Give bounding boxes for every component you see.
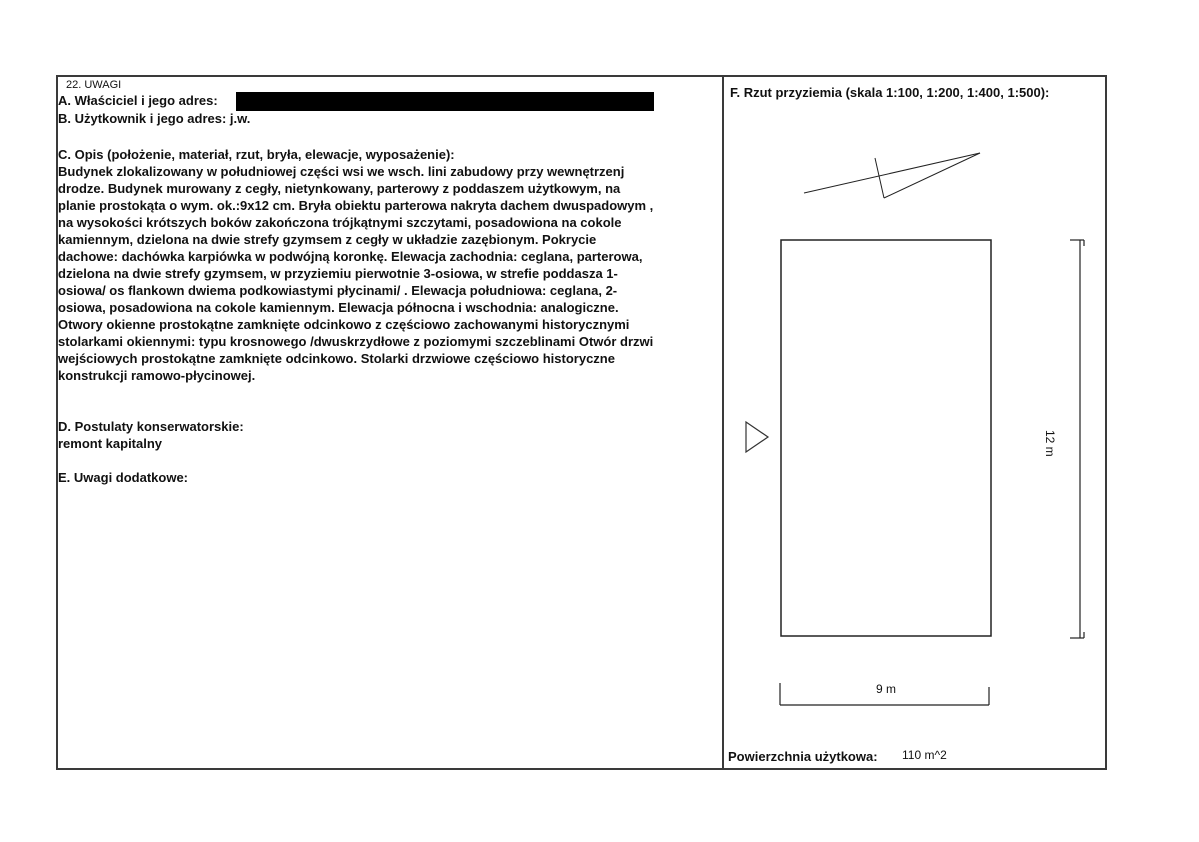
description-line: Budynek zlokalizowany w południowej części wsi we wsch. lini zabudowy przy wewnętrzenj — [58, 164, 625, 179]
description-line: konstrukcji ramowo-płycinowej. — [58, 368, 256, 383]
owner-label: A. Właściciel i jego adres: — [58, 93, 218, 108]
description-line: planie prostokąta o wym. ok.:9x12 cm. Bryła obiektu parterowa nakryta dachem dwuspadowym , — [58, 198, 654, 213]
description-heading: C. Opis (położenie, materiał, rzut, bryła, elewacje, wyposażenie): — [58, 147, 455, 162]
postulates-heading: D. Postulaty konserwatorskie: — [58, 419, 244, 434]
description-line: Otwory okienne prostokątne zamknięte odcinkowo z częściowo zachowanymi historycznymi — [58, 317, 630, 332]
description-line: osiowa, posadowiona na cokole kamiennym. Elewacja północna i wschodnia: analogiczne. — [58, 300, 619, 315]
length-dimension-line — [1070, 240, 1084, 638]
additional-remarks-heading: E. Uwagi dodatkowe: — [58, 470, 189, 485]
usable-area-label: Powierzchnia użytkowa: — [728, 749, 878, 764]
description-line: kamiennym, dzielona na dwie strefy gzymsem z cegły w układzie zazębionym. Pokrycie — [58, 232, 597, 247]
entrance-marker-icon — [746, 422, 768, 452]
north-arrow-icon — [804, 153, 980, 198]
description-line: dachowe: dachówka karpiówka w podwójną koronkę. Elewacja zachodnia: ceglana, parterowa, — [58, 249, 643, 264]
usable-area-value: 110 m^2 — [902, 748, 947, 762]
description-line: dzielona na dwie strefy gzymsem, w przyziemiu pierwotnie 3-osiowa, w strefie poddasza 1- — [58, 266, 618, 281]
user-label: B. Użytkownik i jego adres: j.w. — [58, 111, 251, 126]
building-outline — [781, 240, 991, 636]
redacted-owner-address — [236, 92, 654, 111]
description-line: osiowa/ os flankown dwiema podkowiastymi płycinami/ . Elewacja południowa: ceglana, 2- — [58, 283, 618, 298]
postulates-value: remont kapitalny — [58, 436, 163, 451]
plan-title: F. Rzut przyziemia (skala 1:100, 1:200, 1:400, 1:500): — [730, 85, 1050, 100]
description-line: wejściowych prostokątne zamknięte odcinkowo. Stolarki drzwiowe częściowo historyczne — [58, 351, 615, 366]
ground-floor-plan — [724, 100, 1104, 720]
width-label: 9 m — [876, 682, 897, 696]
description-line: na wysokości krótszych boków zakończona trójkątnymi szczytami, posadowiona na cokole — [58, 215, 622, 230]
section-header: 22. UWAGI — [66, 79, 122, 91]
description-line: stolarkami okiennymi: typu krosnowego /dwuskrzydłowe z poziomymi szczeblinami Otwór drzwi — [58, 334, 654, 349]
length-label: 12 m — [1043, 430, 1057, 457]
description-line: drodze. Budynek murowany z cegły, nietynkowany, parterowy z poddaszem użytkowym, na — [58, 181, 621, 196]
